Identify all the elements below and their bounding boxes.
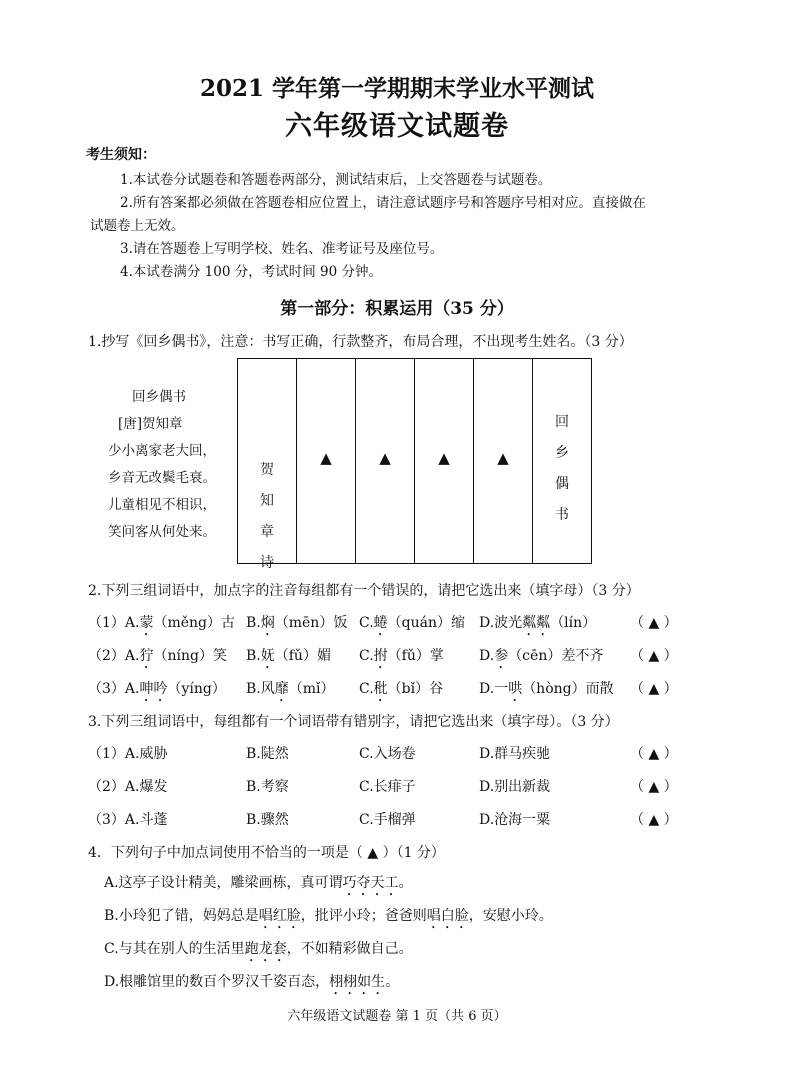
answer-blank[interactable]: （ ▲ ） <box>630 746 678 762</box>
q4-option-d: D.根雕馆里的数百个罗汉千姿百态，栩栩如生。 <box>104 974 400 990</box>
answer-placeholder: ▲ <box>438 449 450 467</box>
poem-author: [唐]贺知章 <box>118 416 183 432</box>
q2-option-c: C.秕（bǐ）谷 <box>359 681 444 697</box>
grid-col-2[interactable] <box>355 359 414 563</box>
answer-blank[interactable]: （ ▲ ） <box>630 615 678 631</box>
q3-row-1-a: （1）A.威胁 <box>88 746 168 762</box>
q2-row-num: （3）A.呻吟（yíng） <box>88 681 226 697</box>
q3-row-3-c: C.手榴弹 <box>359 812 416 828</box>
grid-col-4[interactable] <box>473 359 532 563</box>
q4-option-b: B.小玲犯了错，妈妈总是唱红脸，批评小玲；爸爸则唱白脸，安慰小玲。 <box>104 908 553 924</box>
page-footer: 六年级语文试题卷 第 1 页（共 6 页） <box>287 1009 507 1024</box>
grid-col-3[interactable] <box>414 359 473 563</box>
grid-title-text: 回 乡 偶 书 <box>555 414 569 523</box>
q3-row-3-d: D.沧海一粟 <box>479 812 551 828</box>
poem-title: 回乡偶书 <box>132 389 186 405</box>
notice-item-3: 3.请在答题卷上写明学校、姓名、准考证号及座位号。 <box>120 241 444 257</box>
q4-option-c: C.与其在别人的生活里跑龙套，不如精彩做自己。 <box>104 941 413 957</box>
grid-col-author <box>238 359 296 571</box>
answer-blank[interactable]: （ ▲ ） <box>630 779 678 795</box>
q3-row-1-b: B.陡然 <box>246 746 289 762</box>
answer-blank[interactable]: （ ▲ ） <box>630 681 678 697</box>
q2-text: 2.下列三组词语中，加点字的注音每组都有一个错误的，请把它选出来（填字母）（3 分） <box>88 583 640 599</box>
notice-heading: 考生须知： <box>86 147 156 163</box>
q3-row-2-d: D.别出新裁 <box>479 779 551 795</box>
q3-row-3-a: （3）A.斗蓬 <box>88 812 168 828</box>
q4-text: 4．下列句子中加点词使用不恰当的一项是（ ▲ ）（1 分） <box>88 845 445 861</box>
poem-line-2: 乡音无改鬓毛衰。 <box>108 470 216 486</box>
notice-item-2-cont: 试题卷上无效。 <box>90 218 185 234</box>
poem <box>108 384 238 546</box>
q1-text: 1.抄写《回乡偶书》，注意：书写正确，行款整齐，布局合理，不出现考生姓名。（3 分） <box>88 334 633 350</box>
q3-row-2-a: （2）A.爆发 <box>88 779 168 795</box>
poem-line-3: 儿童相见不相识， <box>108 497 216 513</box>
q3-row-2-b: B.考察 <box>246 779 289 795</box>
copy-grid <box>237 358 592 571</box>
q2-option-b: B.风靡（mǐ） <box>246 681 335 697</box>
exam-subtitle: 六年级语文试题卷 <box>285 111 509 142</box>
q2-option-c: C.蜷（quán）缩 <box>359 615 466 631</box>
q3-row-1-c: C.入场卷 <box>359 746 416 762</box>
q3-row-1-d: D.群马疾驰 <box>479 746 551 762</box>
grid-col-title <box>532 359 591 563</box>
grid-author-text: 贺 知 章 诗 <box>260 462 274 571</box>
grid-col-1[interactable] <box>296 359 355 563</box>
part1-title: 第一部分：积累运用（35 分） <box>280 299 514 319</box>
q3-text: 3.下列三组词语中，每组都有一个词语带有错别字，请把它选出来（填字母）。（3 分） <box>88 714 619 730</box>
q3-row-3-b: B.骤然 <box>246 812 289 828</box>
q2-option-d: D.一哄（hòng）而散 <box>479 681 614 697</box>
answer-blank[interactable]: （ ▲ ） <box>630 812 678 828</box>
q2-row-num: （2）A.狞（níng）笑 <box>88 648 227 664</box>
exam-title: 2021 学年第一学期期末学业水平测试 <box>199 75 595 102</box>
q2-option-b: B.焖（mēn）饭 <box>246 615 348 631</box>
q2-option-d: D.波光粼粼（lín） <box>479 615 597 631</box>
notice-item-1: 1.本试卷分试题卷和答题卷两部分，测试结束后，上交答题卷与试题卷。 <box>120 172 552 188</box>
q2-option-c: C.拊（fǔ）掌 <box>359 648 444 664</box>
q2-option-b: B.妩（fǔ）媚 <box>246 648 331 664</box>
answer-placeholder: ▲ <box>320 449 332 467</box>
q2-row-num: （1）A.蒙（měng）古 <box>88 615 236 631</box>
answer-blank[interactable]: （ ▲ ） <box>630 648 678 664</box>
q2-option-d: D.参（cēn）差不齐 <box>479 648 604 664</box>
q3-row-2-c: C.长痱子 <box>359 779 416 795</box>
poem-line-1: 少小离家老大回， <box>108 443 216 459</box>
poem-line-4: 笑问客从何处来。 <box>108 524 216 540</box>
answer-placeholder: ▲ <box>497 449 509 467</box>
notice-item-4: 4.本试卷满分 100 分，考试时间 90 分钟。 <box>120 264 382 280</box>
notice-item-2: 2.所有答案都必须做在答题卷相应位置上，请注意试题序号和答题序号相对应。直接做在 <box>120 195 646 211</box>
answer-placeholder: ▲ <box>379 449 391 467</box>
q4-option-a: A.这亭子设计精美，雕梁画栋，真可谓巧夺天工。 <box>104 875 413 891</box>
